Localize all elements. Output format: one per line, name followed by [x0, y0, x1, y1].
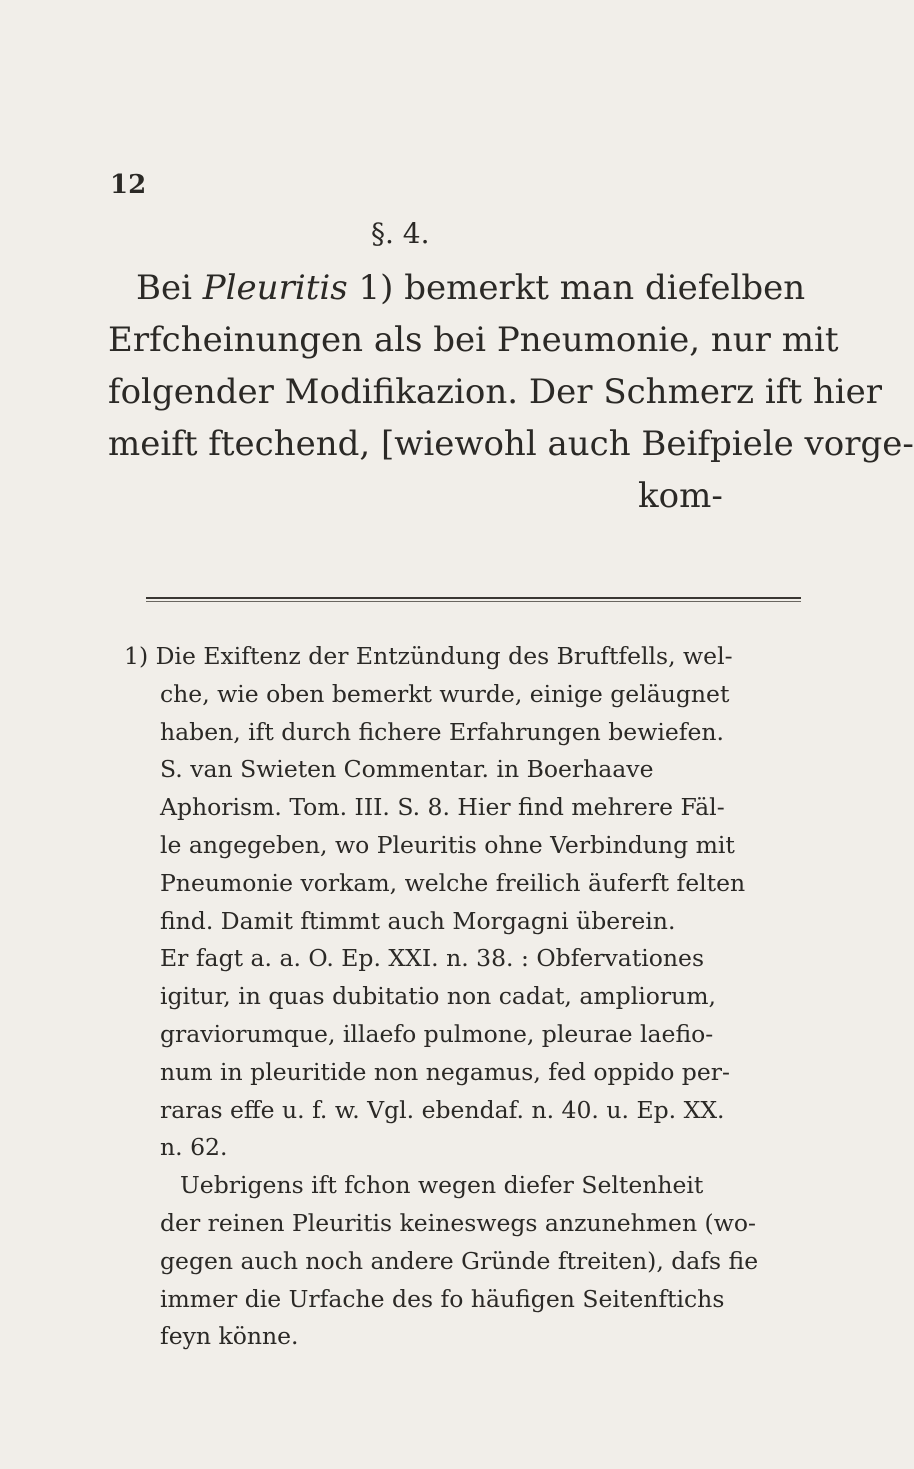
footnote-line: der reinen Pleuritis keineswegs anzunehmen (wo- [160, 1208, 756, 1237]
main-line-1-pre: Bei [136, 268, 203, 308]
footnote-line: le angegeben, wo Pleuritis ohne Verbindung mit [160, 830, 735, 859]
footnote-line: gegen auch noch andere Gründe ftreiten), dafs fie [160, 1246, 759, 1275]
main-line-4: meift ftechend, [wiewohl auch Beifpiele vorge- [108, 424, 914, 464]
main-line-3: folgender Modifikazion. Der Schmerz ift hier [108, 372, 882, 412]
footnote [124, 638, 804, 1356]
main-text [108, 262, 914, 522]
footnote-line: igitur, in quas dubitatio non cadat, ampliorum, [160, 982, 716, 1011]
main-line-2: Erfcheinungen als bei Pneumonie, nur mit [108, 320, 839, 360]
footnote-line: Er fagt a. a. O. Ep. XXI. n. 38. : Obfervationes [160, 944, 705, 973]
footnote-line: graviorumque, illaefo pulmone, pleurae laefio- [160, 1019, 714, 1048]
footnote-line: Uebrigens ift fchon wegen diefer Seltenheit [180, 1171, 704, 1200]
page-number: 12 [110, 170, 147, 200]
footnote-divider-thin [146, 601, 801, 602]
main-line-1 [108, 262, 808, 314]
footnote-line: feyn könne. [160, 1322, 299, 1351]
footnote-line: S. van Swieten Commentar. in Boerhaave [160, 755, 654, 784]
main-line-1-italic: Pleuritis [202, 268, 348, 308]
footnote-line: haben, ift durch fichere Erfahrungen bewiefen. [160, 717, 724, 746]
footnote-line: num in pleuritide non negamus, fed oppido per- [160, 1057, 730, 1086]
section-heading: §. 4. [371, 217, 430, 250]
footnote-line: che, wie oben bemerkt wurde, einige geläugnet [160, 679, 730, 708]
footnote-divider [146, 597, 801, 599]
footnote-line: raras effe u. f. w. Vgl. ebendaf. n. 40. u. Ep. XX. [160, 1095, 725, 1124]
footnote-line: 1) Die Exiftenz der Entzündung des Bruftfells, wel- [124, 642, 733, 670]
main-line-1-post: 1) bemerkt man diefelben [347, 268, 806, 308]
footnote-line: Aphorism. Tom. III. S. 8. Hier find mehrere Fäl- [160, 793, 725, 822]
catchword: kom- [638, 476, 723, 516]
footnote-line: n. 62. [160, 1133, 228, 1162]
footnote-line: immer die Urfache des fo häufigen Seitenftichs [160, 1284, 725, 1313]
footnote-line: find. Damit ftimmt auch Morgagni überein. [160, 906, 676, 935]
footnote-line: Pneumonie vorkam, welche freilich äuferft felten [160, 868, 746, 897]
